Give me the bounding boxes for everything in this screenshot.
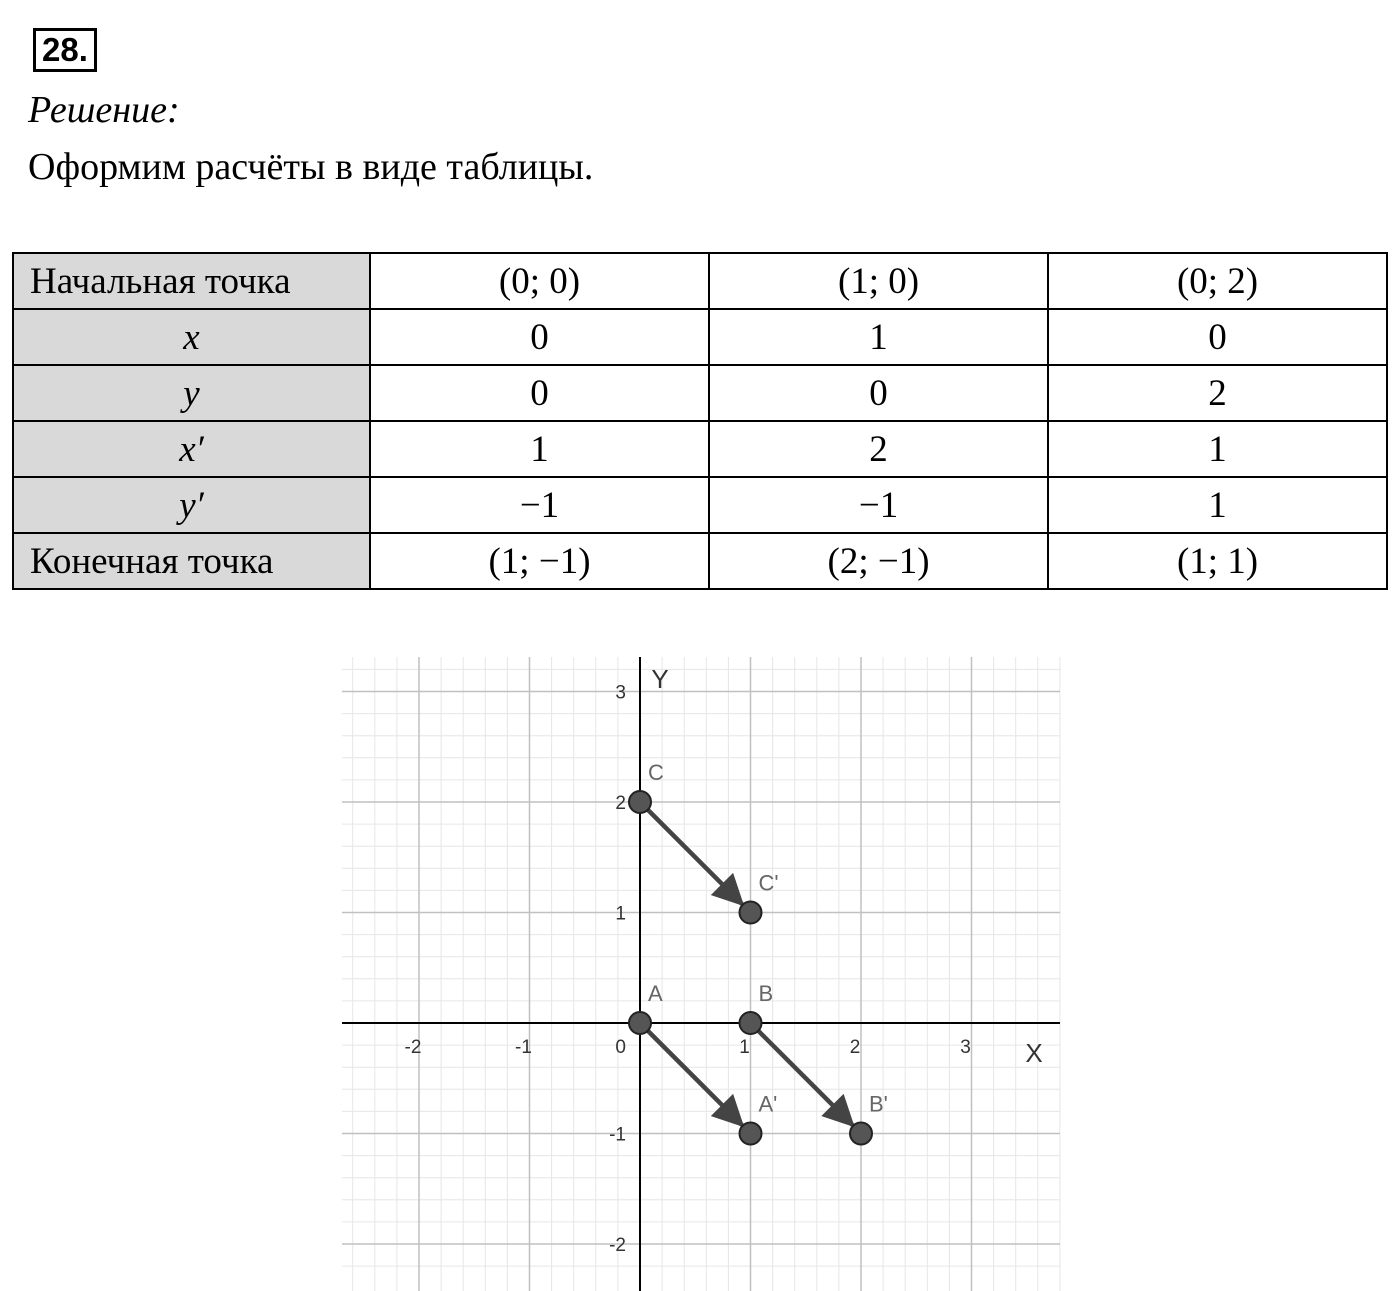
row-header: x′ bbox=[13, 421, 370, 477]
x-tick-label: -1 bbox=[515, 1037, 532, 1058]
table-cell: 0 bbox=[370, 365, 709, 421]
row-header: x bbox=[13, 309, 370, 365]
x-tick-label: 3 bbox=[960, 1037, 971, 1058]
table-cell: 1 bbox=[370, 421, 709, 477]
point-label: B' bbox=[869, 1091, 888, 1117]
point-marker bbox=[629, 1012, 651, 1034]
table-cell: 2 bbox=[709, 421, 1048, 477]
point-marker bbox=[740, 902, 762, 924]
point-marker bbox=[629, 791, 651, 813]
point-marker bbox=[740, 1123, 762, 1145]
y-axis-label: Y bbox=[651, 664, 669, 694]
row-header: Начальная точка bbox=[13, 253, 370, 309]
table-cell: −1 bbox=[709, 477, 1048, 533]
row-header: y′ bbox=[13, 477, 370, 533]
table-cell: (2; −1) bbox=[709, 533, 1048, 589]
intro-text: Оформим расчёты в виде таблицы. bbox=[28, 146, 594, 188]
table-cell: 0 bbox=[1048, 309, 1387, 365]
problem-number: 28. bbox=[33, 28, 97, 72]
y-tick-label: 3 bbox=[615, 682, 626, 704]
table-cell: 0 bbox=[709, 365, 1048, 421]
x-tick-label: 1 bbox=[739, 1037, 750, 1058]
solution-label: Решение: bbox=[28, 89, 180, 131]
table-cell: 1 bbox=[1048, 477, 1387, 533]
table-cell: (1; 1) bbox=[1048, 533, 1387, 589]
table-cell: 2 bbox=[1048, 365, 1387, 421]
point-marker bbox=[740, 1012, 762, 1034]
table-cell: 1 bbox=[1048, 421, 1387, 477]
y-tick-label: 2 bbox=[615, 793, 626, 814]
point-label: A' bbox=[758, 1091, 778, 1117]
point-label: A bbox=[648, 981, 663, 1006]
point-marker bbox=[850, 1123, 872, 1145]
point-label: C bbox=[648, 760, 664, 785]
x-axis-label: X bbox=[1025, 1038, 1043, 1068]
table-cell: (1; 0) bbox=[709, 253, 1048, 309]
point-label: C' bbox=[758, 870, 779, 896]
row-header: y bbox=[13, 365, 370, 421]
y-tick-label: -1 bbox=[609, 1124, 626, 1146]
table-cell: (0; 0) bbox=[370, 253, 709, 309]
origin-label: 0 bbox=[615, 1037, 626, 1058]
y-tick-label: 1 bbox=[615, 903, 626, 925]
table-cell: 0 bbox=[370, 309, 709, 365]
table-cell: (0; 2) bbox=[1048, 253, 1387, 309]
row-header: Конечная точка bbox=[13, 533, 370, 589]
point-label: B bbox=[758, 981, 774, 1006]
x-tick-label: -2 bbox=[404, 1037, 422, 1058]
table-cell: (1; −1) bbox=[370, 533, 709, 589]
table-cell: 1 bbox=[709, 309, 1048, 365]
x-tick-label: 2 bbox=[849, 1037, 861, 1058]
y-tick-label: -2 bbox=[609, 1235, 626, 1256]
table-cell: −1 bbox=[370, 477, 709, 533]
